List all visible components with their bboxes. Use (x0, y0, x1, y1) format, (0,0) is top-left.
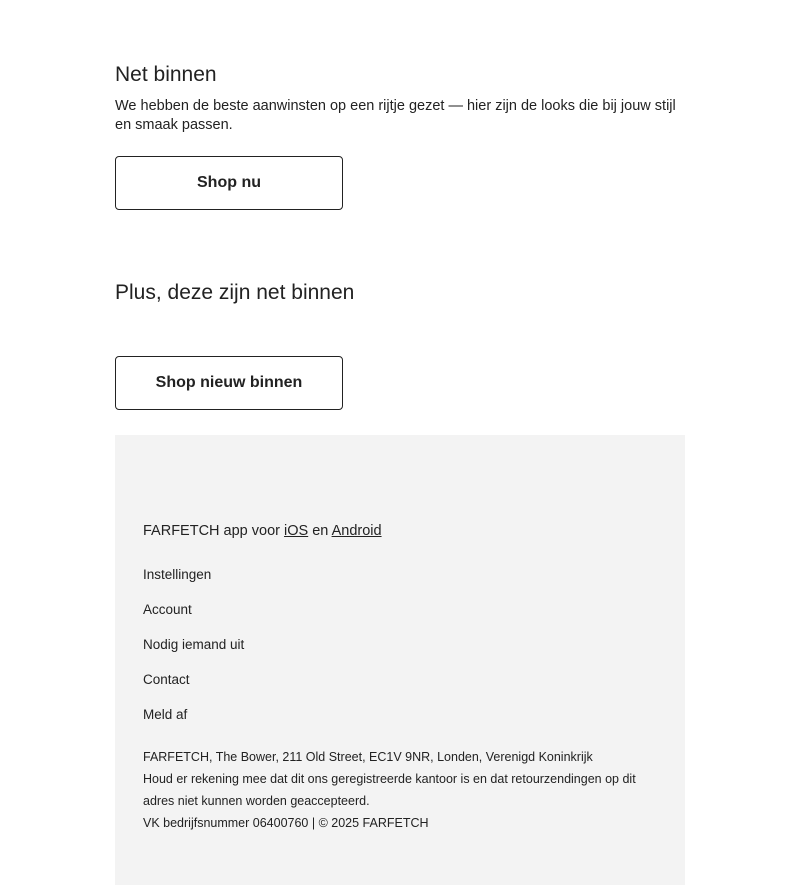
footer-link-contact[interactable]: Contact (143, 672, 190, 687)
section-title-plus-new-in: Plus, deze zijn net binnen (115, 281, 355, 304)
returns-notice: Houd er rekening mee dat dit ons geregistreerde kantoor is en dat retourzendingen op dit adres niet kunnen worden geaccepteerd. (143, 772, 636, 808)
ios-app-link[interactable]: iOS (284, 523, 309, 539)
footer-links-list (143, 566, 244, 741)
app-line-joiner: en (308, 523, 332, 539)
section-intro-text: We hebben de beste aanwinsten op een rijtje gezet — hier zijn de looks die bij jouw stijl en smaak passen. (115, 98, 676, 133)
android-app-link[interactable]: Android (331, 523, 382, 539)
company-address: FARFETCH, The Bower, 211 Old Street, EC1V 9NR, Londen, Verenigd Koninkrijk (143, 750, 593, 764)
footer-link-account[interactable]: Account (143, 602, 192, 617)
footer-link-unsubscribe[interactable]: Meld af (143, 707, 188, 722)
section-title-new-in: Net binnen (115, 63, 217, 86)
app-download-line (143, 522, 382, 540)
shop-now-button[interactable]: Shop nu (115, 156, 343, 210)
footer-link-settings[interactable]: Instellingen (143, 567, 212, 582)
footer-link-invite[interactable]: Nodig iemand uit (143, 637, 245, 652)
app-line-prefix: FARFETCH app voor (143, 523, 285, 539)
email-footer (115, 435, 685, 885)
company-number-copyright: VK bedrijfsnummer 06400760 | © 2025 FARFETCH (143, 816, 429, 830)
legal-text (143, 746, 663, 834)
shop-new-in-button[interactable]: Shop nieuw binnen (115, 356, 343, 410)
